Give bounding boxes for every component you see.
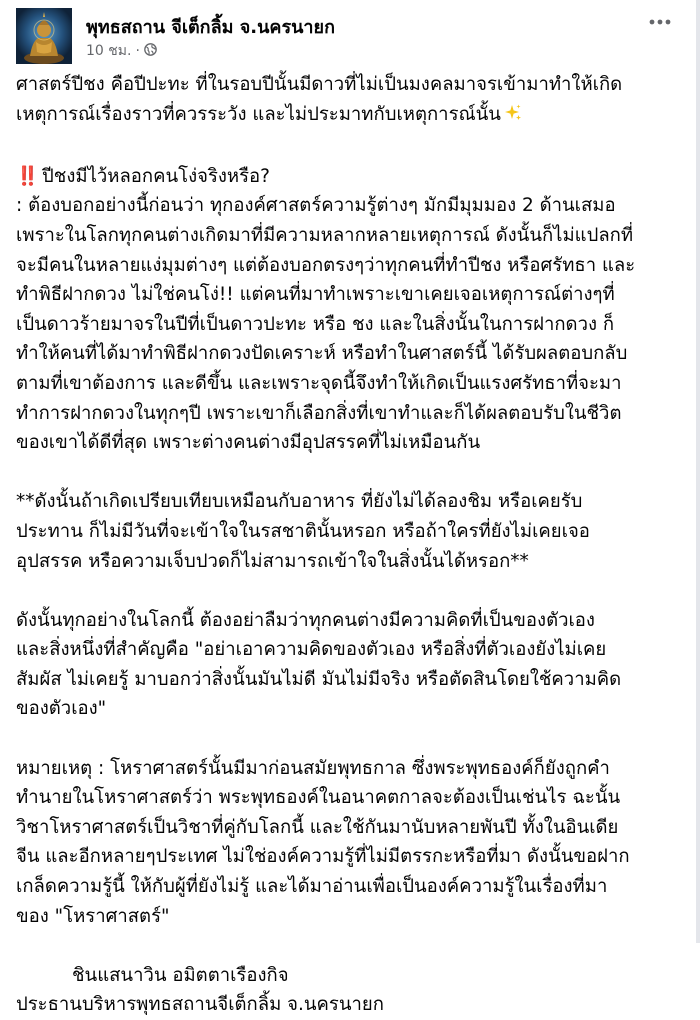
scrollbar-track — [696, 0, 700, 943]
note-line: เกล็ดความรู้นี้ ให้กับผู้ที่ยังไม่รู้ และได้มาอ่านเพื่อเป็นองค์ความรู้ในเรื่องที่มา — [16, 876, 608, 898]
answer-line: เพราะในโลกทุกคนต่างเกิดมาที่มีความหลากหลายเหตุการณ์ ดังนั้นก็ไม่แปลกที่ — [16, 224, 634, 246]
answer-line: : ต้องบอกอย่างนี้ก่อนว่า ทุกองค์ศาสตร์ความรู้ต่างๆ มักมีมุมมอง 2 ด้านเสมอ — [16, 195, 616, 217]
answer-line: เป็นดาวร้ายมาจรในปีที่เป็นดาวปะทะ หรือ ชง และในสิ่งนั้นในการฝากดวง ก็ — [16, 313, 615, 335]
answer-line: ตามที่เขาต้องการ และดีขึ้น และเพราะจุดนี้จึงทำให้เกิดเป็นแรงศรัทธาที่จะมา — [16, 372, 622, 394]
note-line: ของ "โหราศาสตร์" — [16, 905, 170, 927]
post-header — [16, 8, 674, 64]
comparison-line: อุปสรรค หรือความเจ็บปวดก็ไม่สามารถเข้าใจในสิ่งนั้นได้หรอก** — [16, 550, 529, 572]
note-line: วิชาโหราศาสตร์เป็นวิชาที่คู่กับโลกนี้ และใช้กันมานับหลายพันปี ทั้งในอินเดีย — [16, 816, 619, 838]
double-exclamation-icon: ‼️ — [16, 165, 37, 187]
sparkles-icon — [503, 103, 523, 133]
paragraph-gap — [16, 576, 676, 606]
signature-title: ประธานบริหารพุทธสถานจีเต็กลิ้ม จ.นครนายก — [16, 994, 384, 1016]
question-line — [16, 162, 676, 192]
page-avatar[interactable] — [16, 8, 72, 64]
page-name-link[interactable]: พุทธสถาน จีเต็กลิ้ม จ.นครนายก — [86, 17, 335, 38]
conclusion-line: ของตัวเอง" — [16, 698, 107, 720]
paragraph-gap — [16, 724, 676, 754]
post-body — [16, 70, 676, 1020]
paragraph-gap — [16, 132, 676, 162]
note-line: จีน และอีกหลายๆประเทศ ไม่ใช่องค์ความรู้ที่ไม่มีตรรกะหรือที่มา ดังนั้นขอฝาก — [16, 846, 630, 868]
note-line: หมายเหตุ : โหราศาสตร์นั้นมีมาก่อนสมัยพุทธกาล ซึ่งพระพุทธองค์ก็ยังถูกคำ — [16, 757, 610, 779]
intro-line: ศาสตร์ปีชง คือปีปะทะ ที่ในรอบปีนั้นมีดาวที่ไม่เป็นมงคลมาจรเข้ามาทำให้เกิด — [16, 74, 623, 95]
answer-line: ทำการฝากดวงในทุกๆปี เพราะเขาก็เลือกสิ่งที่เขาทำและก็ได้ผลตอบรับในชีวิต — [16, 402, 622, 424]
conclusion-line: และสิ่งหนึ่งที่สำคัญคือ "อย่าเอาความคิดของตัวเอง หรือสิ่งที่ตัวเองยังไม่เคย — [16, 639, 607, 661]
answer-line: ของเขาได้ดีที่สุด เพราะต่างคนต่างมีอุปสรรคที่ไม่เหมือนกัน — [16, 432, 481, 454]
meta-separator: · — [135, 43, 140, 59]
buddha-statue-icon — [16, 8, 72, 64]
conclusion-line: ดังนั้นทุกอย่างในโลกนี้ ต้องอย่าลืมว่าทุกคนต่างมีความคิดที่เป็นของตัวเอง — [16, 609, 595, 631]
conclusion-line: สัมผัส ไม่เคยรู้ มาบอกว่าสิ่งนั้นมันไม่ดี มันไม่มีจริง หรือตัดสินโดยใช้ความคิด — [16, 668, 622, 690]
question-text: ปีชงมีไว้หลอกคนโง่จริงหรือ? — [42, 165, 270, 187]
more-options-button[interactable] — [646, 10, 674, 34]
paragraph-gap — [16, 458, 676, 488]
comparison-line: ประทาน ก็ไม่มีวันที่จะเข้าใจในรสชาตินั้นหรอก หรือถ้าใครที่ยังไม่เคยเจอ — [16, 520, 590, 542]
paragraph-gap — [16, 931, 676, 961]
answer-line: ทำให้คนที่ได้มาทำพิธีฝากดวงปัดเคราะห์ หรือทำในศาสตร์นี้ ได้รับผลตอบกลับ — [16, 343, 628, 365]
answer-line: จะมีคนในหลายแง่มุมต่างๆ แต่ต้องบอกตรงๆว่าทุกคนที่ทำปีชง หรือศรัทธา และ — [16, 254, 636, 276]
signature-name: ชินแสนาวิน อมิตตาเรืองกิจ — [72, 964, 289, 986]
answer-line: ทำพิธีฝากดวง ไม่ใช่คนโง่!! แต่คนที่มาทำเพราะเขาเคยเจอเหตุการณ์ต่างๆที่ — [16, 284, 615, 306]
post-meta — [86, 40, 157, 62]
more-horizontal-icon — [646, 10, 674, 34]
globe-icon — [144, 43, 157, 60]
comparison-line: **ดังนั้นถ้าเกิดเปรียบเทียบเหมือนกับอาหาร ที่ยังไม่ได้ลองชิม หรือเคยรับ — [16, 491, 583, 513]
intro-line: เหตุการณ์เรื่องราวที่ควรระวัง และไม่ประมาทกับเหตุการณ์นั้น — [16, 100, 676, 133]
note-line: ทำนายในโหราศาสตร์ว่า พระพุทธองค์ในอนาคตกาลจะต้องเป็นเช่นไร ฉะนั้น — [16, 787, 621, 809]
post-timestamp[interactable]: 10 ชม. — [86, 43, 132, 59]
